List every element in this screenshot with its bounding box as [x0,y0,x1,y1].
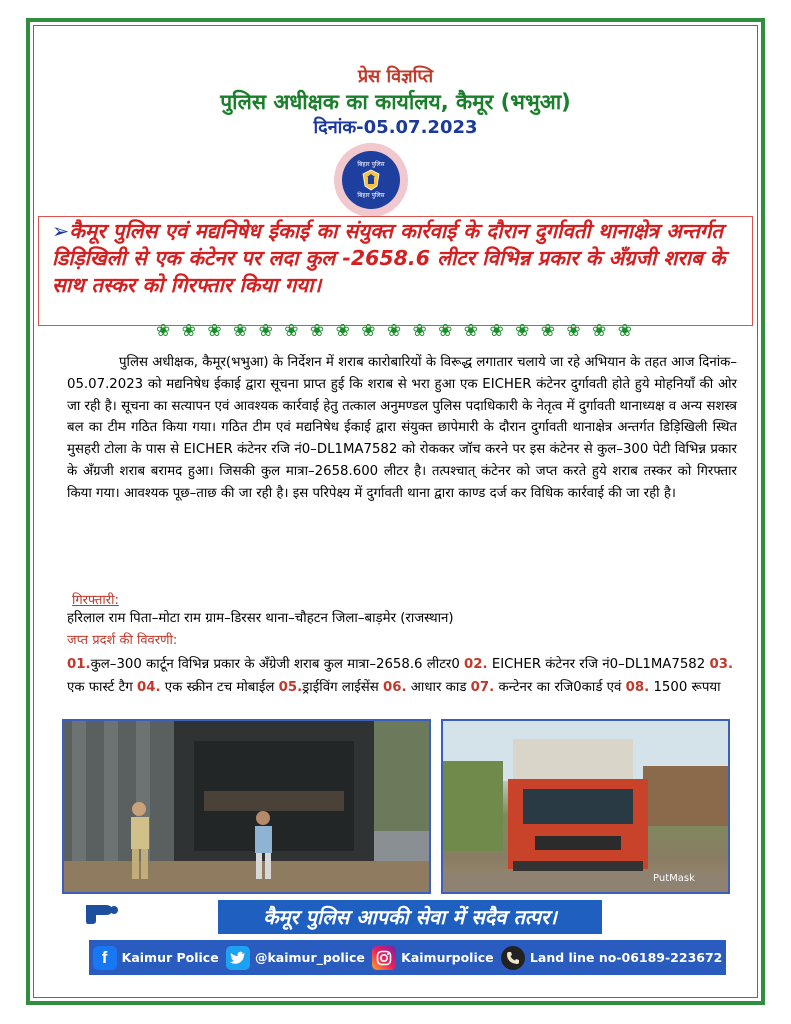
logo-top-text: बिहार पुलिस [357,161,385,168]
arrest-details: हरिलाल राम पिता–मोटा राम ग्राम–डिरसर थाना–चौहटन जिला–बाड़मेर (राजस्थान) [67,611,454,626]
seized-list [67,653,737,699]
release-date [0,115,791,139]
twitter-icon [226,946,250,970]
container-scene-graphic [64,721,429,892]
photo-seized-truck [441,719,730,894]
arrest-label: गिरफ्तारी: [72,593,119,608]
seized-item-num: 05. [278,680,303,695]
seized-item-num: 08. [625,680,650,695]
landline-info [501,946,722,970]
twitter-link[interactable] [226,946,365,970]
seized-item-num: 03. [709,657,734,672]
slogan-banner: कैमूर पुलिस आपकी सेवा में सदैव तत्पर। [218,900,602,934]
arrow-bullet-icon: ➢ [52,219,70,243]
facebook-label: Kaimur Police [121,950,219,965]
photo-container-arrest [62,719,431,894]
body-paragraph: पुलिस अधीक्षक, कैमूर(भभुआ) के निर्देशन में शराब कारोबारियों के विरूद्ध लगातार चलाये जा रहे अभियान के तहत आज दिनांक–05.07.2023 को मद्यनिषेध ईकाई द्वारा सूचना प्राप्त हुई कि शराब से भरा हुआ एक EICHER कंटेनर दुर्गावती होते हुये मोहनियाँ की ओर जा रही है। सूचना का सत्यापन एवं आवश्यक कार्रवाई हेतु तत्काल अनुमण्डल पुलिस पदाधिकारी के नेतृत्व में दुर्गावती थानाध्यक्ष व अन्य सशस्त्र बल का टीम गठित किया गया। गठित टीम एवं मद्यनिषेध ईकाई द्वारा संयुक्त छापेमारी के दौरान दुर्गावती थानाक्षेत्र अन्तर्गत डिड़िखिली स्थित मुसहरी टोला के पास से EICHER कंटेनर रजि नं0–DL1MA7582 को रोककर जॉच करने पर इस कंटेनर से कुल–300 पेटी विभिन्न प्रकार के अँग्रजी शराब बरामद हुआ। जिसकी कुल मात्रा–2658.600 लीटर है। तत्पश्चात् कंटेनर को जप्त करते हुये शराब तस्कर को गिरफ्तार किया गया। आवश्यक पूछ–ताछ की जा रही है। इस परिपेक्ष्य में दुर्गावती थाना द्वारा काण्ड दर्ज कर विधिक कार्रवाई की जा रही है। [67,355,737,501]
instagram-link[interactable] [372,946,494,970]
seized-label: जप्त प्रदर्श की विवरणी: [67,633,178,648]
seized-item-text: कन्टेनर का रजि0कार्ड एवं [494,680,626,695]
logo-bottom-text: बिहार पुलिस [357,192,385,199]
twitter-label: @kaimur_police [254,950,365,965]
seized-item-text: EICHER कंटेनर रजि नं0–DL1MA7582 [487,657,710,672]
seized-item-text: एक स्क्रीन टच मोबाईल [160,680,279,695]
bihar-police-emblem-icon [362,169,380,191]
phone-icon [501,946,525,970]
headline [52,218,752,299]
office-title: पुलिस अधीक्षक का कार्यालय, कैमूर (भभुआ) [220,90,571,114]
social-footer-bar [89,940,726,975]
seized-item-text: एक फार्स्ट टैग [67,680,138,695]
instagram-icon [372,946,396,970]
seized-item-num: 02. [464,657,488,672]
seized-item-num: 06. [383,680,407,695]
seized-item-text: आधार काड [406,680,471,695]
seized-item-num: 07. [470,680,495,695]
seized-item-num: 04. [137,680,161,695]
landline-label: Land line no-06189-223672 [529,950,723,965]
pointing-hand-icon [84,895,122,925]
date-label: दिनांक- [313,117,364,138]
facebook-icon: f [93,946,117,970]
facebook-link[interactable] [93,946,219,970]
seized-item-text: ड्राईविंग लाईसेंस [302,680,383,695]
truck-scene-graphic [443,721,728,892]
photo-watermark: PutMask [653,873,695,884]
flower-divider: ❀ ❀ ❀ ❀ ❀ ❀ ❀ ❀ ❀ ❀ ❀ ❀ ❀ ❀ ❀ ❀ ❀ ❀ ❀ [156,321,635,341]
press-release-title: प्रेस विज्ञप्ति [357,66,434,87]
bihar-police-logo [334,143,408,217]
seized-item-text: 1500 रूपया [649,680,721,695]
seized-item-num: 01. [67,657,91,672]
instagram-label: Kaimurpolice [401,950,494,965]
date-value: 05.07.2023 [363,117,478,138]
headline-text: कैमूर पुलिस एवं मद्यनिषेध ईकाई का संयुक्त कार्रवाई के दौरान दुर्गावती थानाक्षेत्र अन्तर्गत डिड़िखिली से एक कंटेनर पर लदा कुल -2658.6 लीटर विभिन्न प्रकार के अँग्रजी शराब के साथ तस्कर को गिरफ्तार किया गया। [52,219,726,297]
seized-item-text: कुल–300 कार्टून विभिन्न प्रकार के अँग्रेजी शराब कुल मात्रा–2658.6 लीटर0 [90,657,465,672]
